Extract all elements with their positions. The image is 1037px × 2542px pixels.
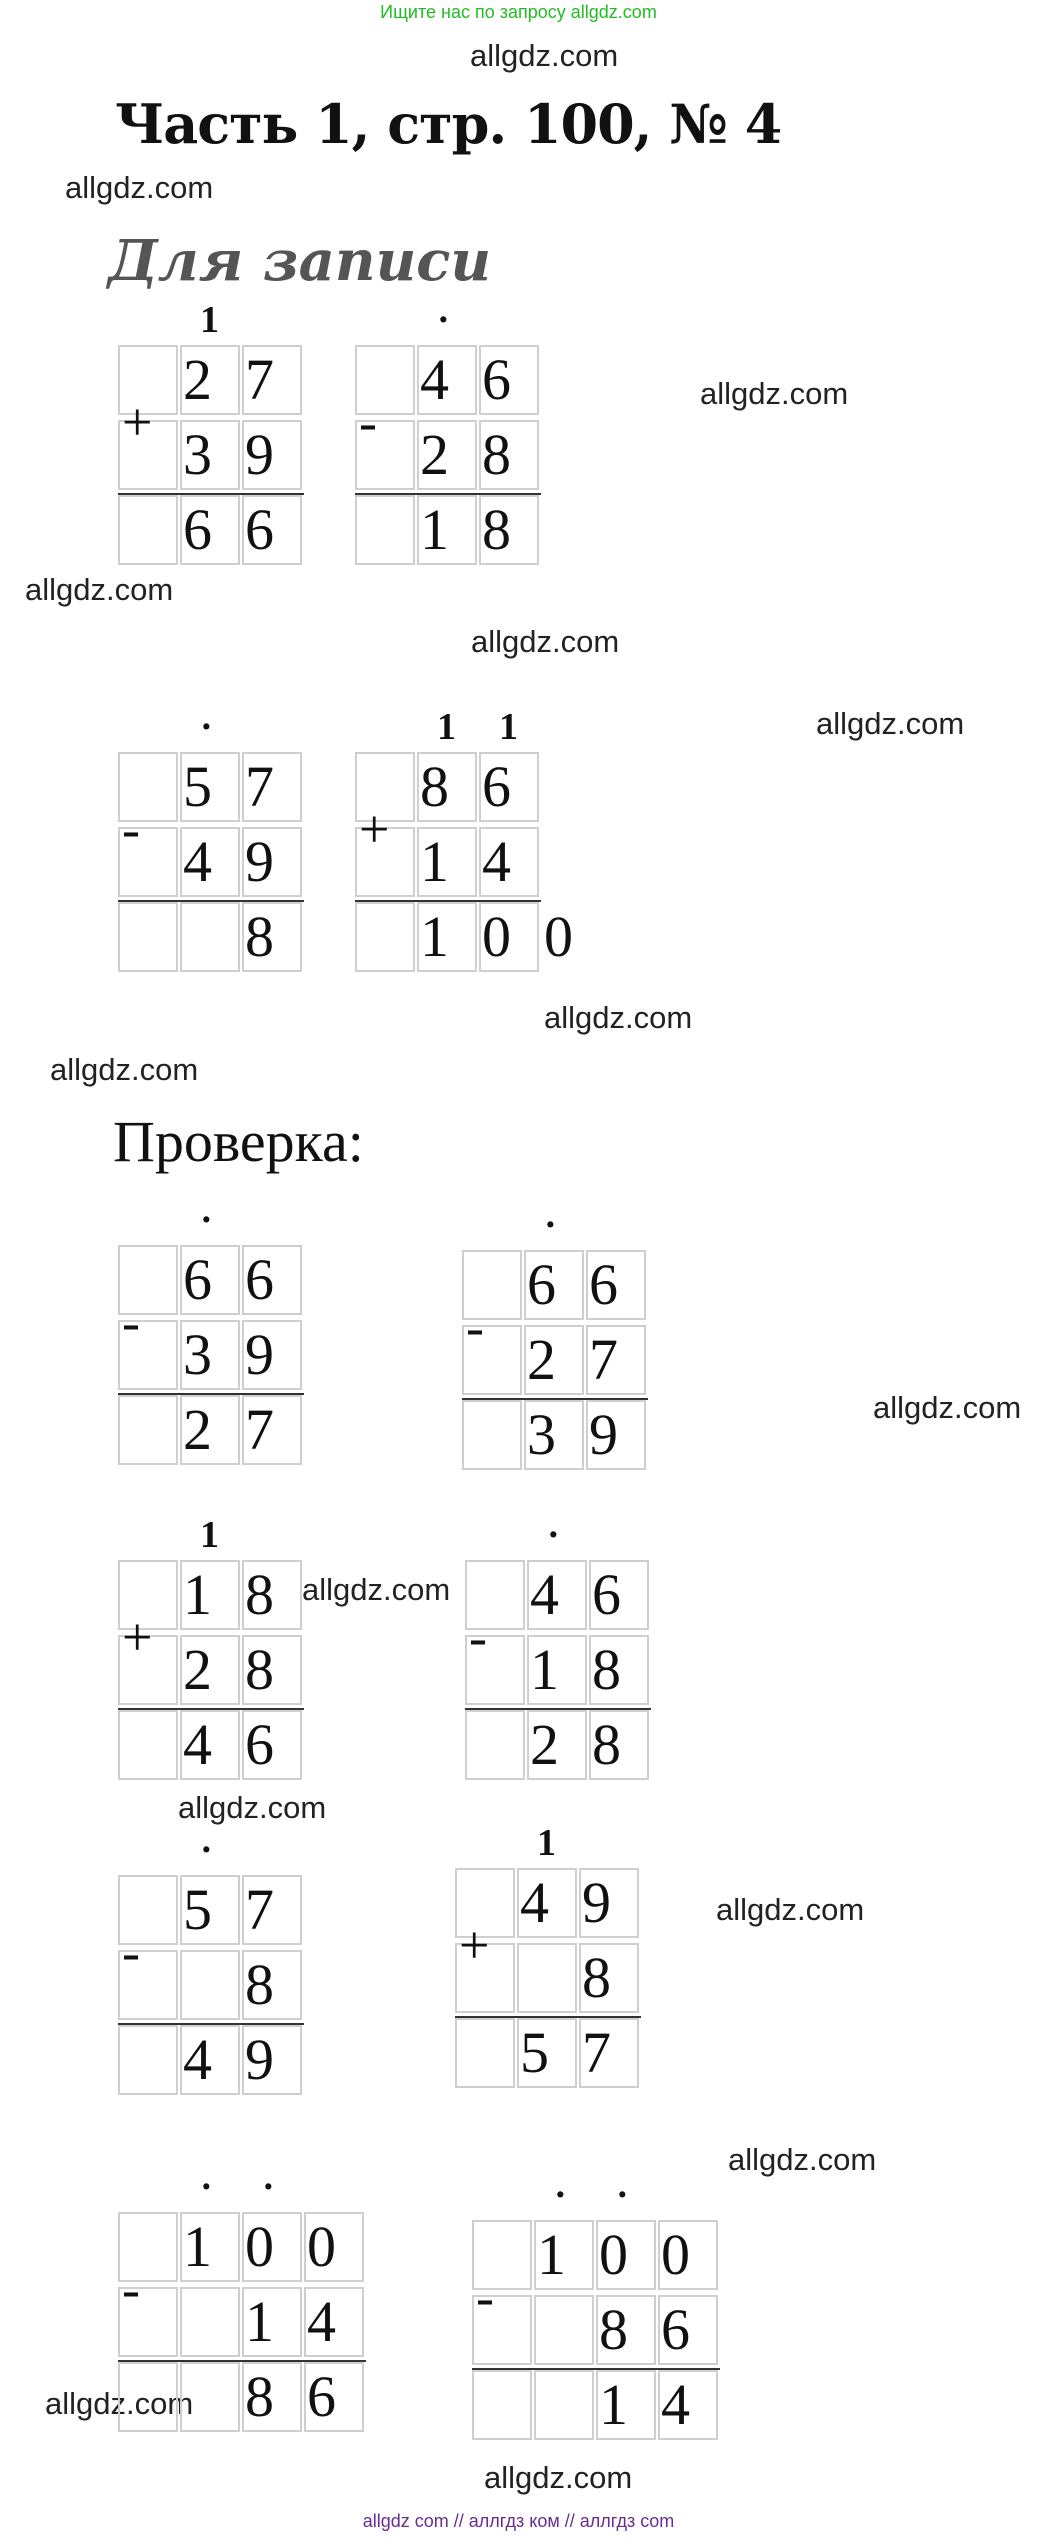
digit: 4 xyxy=(520,1870,549,1935)
digit xyxy=(180,2362,240,2432)
carry-digit: 1 xyxy=(200,299,219,341)
result-line xyxy=(118,2360,366,2362)
digit xyxy=(180,902,240,972)
digit: 1 xyxy=(599,2372,628,2437)
digit: 7 xyxy=(245,754,274,819)
watermark: allgdz.com xyxy=(716,1892,865,1927)
digit: 1 xyxy=(537,2222,566,2287)
digit: 9 xyxy=(245,1322,274,1387)
digit: 1 xyxy=(420,829,449,894)
borrow-dot: · xyxy=(200,2166,213,2208)
digit: 0 xyxy=(482,904,511,969)
footer-links[interactable]: allgdz com // аллгдз ком // аллгдз com xyxy=(362,2511,675,2531)
digit: 7 xyxy=(245,1397,274,1462)
digit: 5 xyxy=(183,1877,212,1942)
digit: 7 xyxy=(245,1877,274,1942)
top-banner[interactable]: Ищите нас по запросу allgdz.com xyxy=(380,2,657,22)
digit: 2 xyxy=(183,1397,212,1462)
digit xyxy=(534,2295,594,2365)
digit: 7 xyxy=(245,347,274,412)
digit: 8 xyxy=(482,497,511,562)
digit: 2 xyxy=(183,347,212,412)
digit: 1 xyxy=(420,904,449,969)
digit: 3 xyxy=(527,1402,556,1467)
result-line xyxy=(472,2368,720,2370)
digit: 2 xyxy=(420,422,449,487)
digit: 4 xyxy=(530,1562,559,1627)
carry-digit: 1 xyxy=(499,706,518,748)
digit: 6 xyxy=(183,1247,212,1312)
watermark: allgdz.com xyxy=(728,2142,877,2177)
watermark: allgdz.com xyxy=(302,1572,451,1607)
minus-sign: - xyxy=(122,2259,140,2319)
borrow-dot: · xyxy=(437,299,450,341)
watermark: allgdz.com xyxy=(873,1390,1022,1425)
digit: 9 xyxy=(589,1402,618,1467)
result-line xyxy=(118,900,304,902)
grid-cell xyxy=(465,1710,525,1780)
digit: 0 xyxy=(599,2222,628,2287)
digit: 9 xyxy=(245,829,274,894)
borrow-dot: · xyxy=(554,2174,567,2216)
borrow-dot: · xyxy=(616,2174,629,2216)
digit: 6 xyxy=(661,2297,690,2362)
digit: 4 xyxy=(482,829,511,894)
page-title: Часть 1, стр. 100, № 4 xyxy=(115,92,782,156)
grid-cell xyxy=(118,1395,178,1465)
digit: 6 xyxy=(245,1712,274,1777)
digit: 4 xyxy=(307,2289,336,2354)
digit: 8 xyxy=(245,904,274,969)
grid-cell xyxy=(355,495,415,565)
digit: 0 xyxy=(245,2214,274,2279)
digit: 8 xyxy=(582,1945,611,2010)
watermark: allgdz.com xyxy=(544,1000,693,1035)
grid-cell xyxy=(355,902,415,972)
borrow-dot: · xyxy=(200,1199,213,1241)
watermark: allgdz.com xyxy=(178,1790,327,1825)
minus-sign: - xyxy=(359,392,377,452)
digit: 2 xyxy=(530,1712,559,1777)
result-line xyxy=(455,2016,641,2018)
minus-sign: - xyxy=(122,1922,140,1982)
digit: 1 xyxy=(530,1637,559,1702)
borrow-dot: · xyxy=(200,1829,213,1871)
digit xyxy=(180,2287,240,2357)
borrow-dot: · xyxy=(544,1204,557,1246)
watermark: allgdz.com xyxy=(484,2460,633,2495)
digit: 8 xyxy=(420,754,449,819)
grid-cell xyxy=(472,2370,532,2440)
result-line xyxy=(118,1708,304,1710)
borrow-dot: · xyxy=(200,706,213,748)
digit xyxy=(180,1950,240,2020)
digit: 8 xyxy=(245,1637,274,1702)
watermark: allgdz.com xyxy=(471,624,620,659)
minus-sign: - xyxy=(466,1297,484,1357)
plus-sign: + xyxy=(459,1915,490,1975)
digit: 8 xyxy=(245,2364,274,2429)
minus-sign: - xyxy=(122,799,140,859)
check-label: Проверка: xyxy=(113,1109,364,1174)
grid-cell xyxy=(455,2018,515,2088)
digit: 7 xyxy=(582,2020,611,2085)
digit: 4 xyxy=(183,2027,212,2092)
digit: 4 xyxy=(183,829,212,894)
digit: 0 xyxy=(544,904,573,969)
grid-cell xyxy=(118,495,178,565)
digit: 6 xyxy=(589,1252,618,1317)
result-line xyxy=(355,493,541,495)
result-line xyxy=(462,1398,648,1400)
borrow-dot: · xyxy=(262,2166,275,2208)
digit: 4 xyxy=(661,2372,690,2437)
digit: 6 xyxy=(527,1252,556,1317)
plus-sign: + xyxy=(359,799,390,859)
grid-cell xyxy=(462,1400,522,1470)
digit: 9 xyxy=(245,422,274,487)
watermark: allgdz.com xyxy=(65,170,214,205)
digit: 5 xyxy=(520,2020,549,2085)
digit: 9 xyxy=(245,2027,274,2092)
digit: 6 xyxy=(482,754,511,819)
digit: 1 xyxy=(420,497,449,562)
digit: 4 xyxy=(183,1712,212,1777)
plus-sign: + xyxy=(122,392,153,452)
digit: 0 xyxy=(307,2214,336,2279)
digit: 8 xyxy=(245,1562,274,1627)
minus-sign: - xyxy=(469,1607,487,1667)
digit: 2 xyxy=(527,1327,556,1392)
watermark: allgdz.com xyxy=(45,2386,194,2421)
digit: 8 xyxy=(592,1712,621,1777)
digit: 8 xyxy=(482,422,511,487)
grid-cell xyxy=(118,1710,178,1780)
grid-cell xyxy=(118,2362,178,2432)
digit: 3 xyxy=(183,422,212,487)
digit: 6 xyxy=(482,347,511,412)
digit: 6 xyxy=(183,497,212,562)
digit: 2 xyxy=(183,1637,212,1702)
digit: 6 xyxy=(592,1562,621,1627)
digit: 6 xyxy=(245,1247,274,1312)
digit: 7 xyxy=(589,1327,618,1392)
minus-sign: - xyxy=(122,1292,140,1352)
digit: 9 xyxy=(582,1870,611,1935)
grid-cell xyxy=(118,902,178,972)
minus-sign: - xyxy=(476,2267,494,2327)
digit: 8 xyxy=(592,1637,621,1702)
carry-digit: 1 xyxy=(537,1822,556,1864)
watermark: allgdz.com xyxy=(816,706,965,741)
carry-digit: 1 xyxy=(200,1514,219,1556)
digit xyxy=(534,2370,594,2440)
plus-sign: + xyxy=(122,1607,153,1667)
watermark: allgdz.com xyxy=(50,1052,199,1087)
result-line xyxy=(118,1393,304,1395)
digit xyxy=(517,1943,577,2013)
watermark: allgdz.com xyxy=(25,572,174,607)
digit: 8 xyxy=(599,2297,628,2362)
digit: 5 xyxy=(183,754,212,819)
digit: 1 xyxy=(183,1562,212,1627)
digit: 4 xyxy=(420,347,449,412)
digit: 0 xyxy=(661,2222,690,2287)
carry-digit: 1 xyxy=(437,706,456,748)
digit: 3 xyxy=(183,1322,212,1387)
grid-cell xyxy=(118,2025,178,2095)
result-line xyxy=(118,2023,304,2025)
result-line xyxy=(355,900,541,902)
watermark: allgdz.com xyxy=(700,376,849,411)
borrow-dot: · xyxy=(547,1514,560,1556)
header-site[interactable]: allgdz.com xyxy=(470,38,619,73)
result-line xyxy=(118,493,304,495)
digit: 8 xyxy=(245,1952,274,2017)
result-line xyxy=(465,1708,651,1710)
section-subtitle: Для записи xyxy=(108,228,492,294)
digit: 1 xyxy=(245,2289,274,2354)
digit: 1 xyxy=(183,2214,212,2279)
digit: 6 xyxy=(245,497,274,562)
digit: 6 xyxy=(307,2364,336,2429)
